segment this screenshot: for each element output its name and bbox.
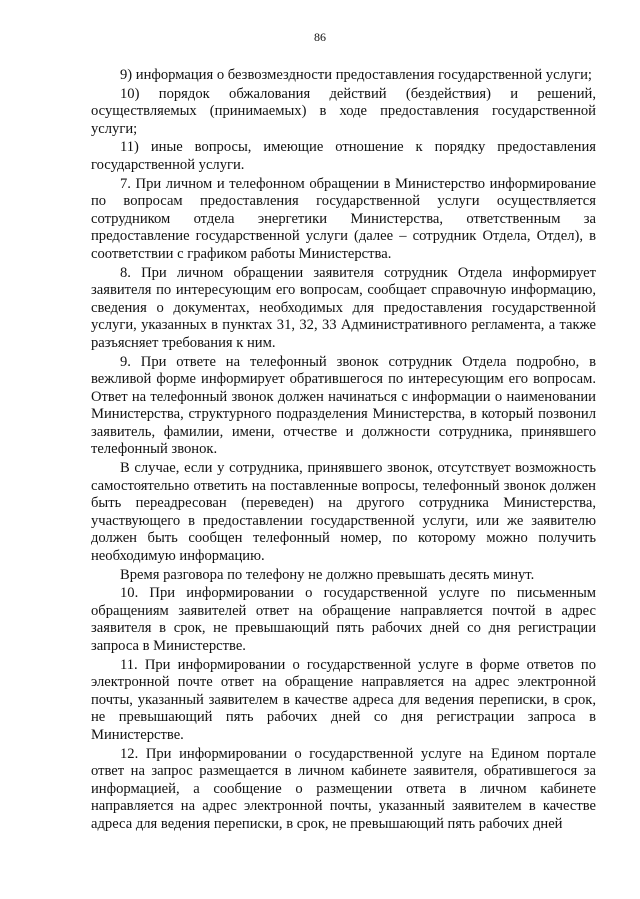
paragraph-clause-7: 7. При личном и телефонном обращении в Министерство информирование по вопросам предоставления государственной услуги осуществляется сотрудником отдела энергетики Министерства, ответственным за предоставление государственной услуги (далее – сотрудник Отдела, Отдел), в соответствии с графиком работы Министерства. xyxy=(91,175,596,262)
paragraph-clause-11: 11. При информировании о государственной услуге в форме ответов по электронной почте ответ на обращение направляется на адрес электронной почты, указанный заявителем в качестве адреса для ведения переписки, в срок, не превышающий пять рабочих дней со дня регистрации запроса в Министерстве. xyxy=(91,656,596,743)
paragraph-item-9: 9) информация о безвозмездности предоставления государственной услуги; xyxy=(120,67,592,83)
paragraph-item-10: 10) порядок обжалования действий (бездействия) и решений, осуществляемых (принимаемых) в ходе предоставления государственной услуги; xyxy=(91,85,596,137)
paragraph-clause-10: 10. При информировании о государственной услуге по письменным обращениям заявителей ответ на обращение направляется почтой в адрес заявителя в срок, не превышающий пять рабочих дней со дня регистрации запроса в Министерстве. xyxy=(91,585,596,654)
paragraph-clause-12: 12. При информировании о государственной услуге на Едином портале ответ на запрос размещается в личном кабинете заявителя, обратившегося за информацией, а сообщение о размещении ответа в личном кабинете направляется на адрес электронной почты, указанный заявителем в качестве адреса для ведения переписки, в срок, не превышающий пять рабочих дней xyxy=(91,745,596,832)
paragraph-clause-9-continued: В случае, если у сотрудника, принявшего звонок, отсутствует возможность самостоятельно ответить на поставленные вопросы, телефонный звонок должен быть переадресован (переведен) на другого сотрудника Министерства, участвующего в предоставлении государственной услуги, или же заявителю должен быть сообщен телефонный номер, по которому можно получить необходимую информацию. xyxy=(91,460,596,565)
paragraph-item-11: 11) иные вопросы, имеющие отношение к порядку предоставления государственной услуги. xyxy=(91,139,596,173)
page-number: 86 xyxy=(314,30,326,44)
paragraph-clause-8: 8. При личном обращении заявителя сотрудник Отдела информирует заявителя по интересующим его вопросам, сообщает справочную информацию, сведения о документах, необходимых для предоставления государственной услуги, указанных в пунктах 31, 32, 33 Административного регламента, а также разъясняет требования к ним. xyxy=(91,264,596,351)
document-body xyxy=(91,67,596,834)
paragraph-clause-9: 9. При ответе на телефонный звонок сотрудник Отдела подробно, в вежливой форме информирует обратившегося по интересующим его вопросам. Ответ на телефонный звонок должен начинаться с информации о наименовании Министерства, структурного подразделения Министерства, в который позвонил заявитель, фамилии, имени, отчестве и должности сотрудника, принявшего телефонный звонок. xyxy=(91,353,596,458)
paragraph-call-duration: Время разговора по телефону не должно превышать десять минут. xyxy=(120,566,535,583)
